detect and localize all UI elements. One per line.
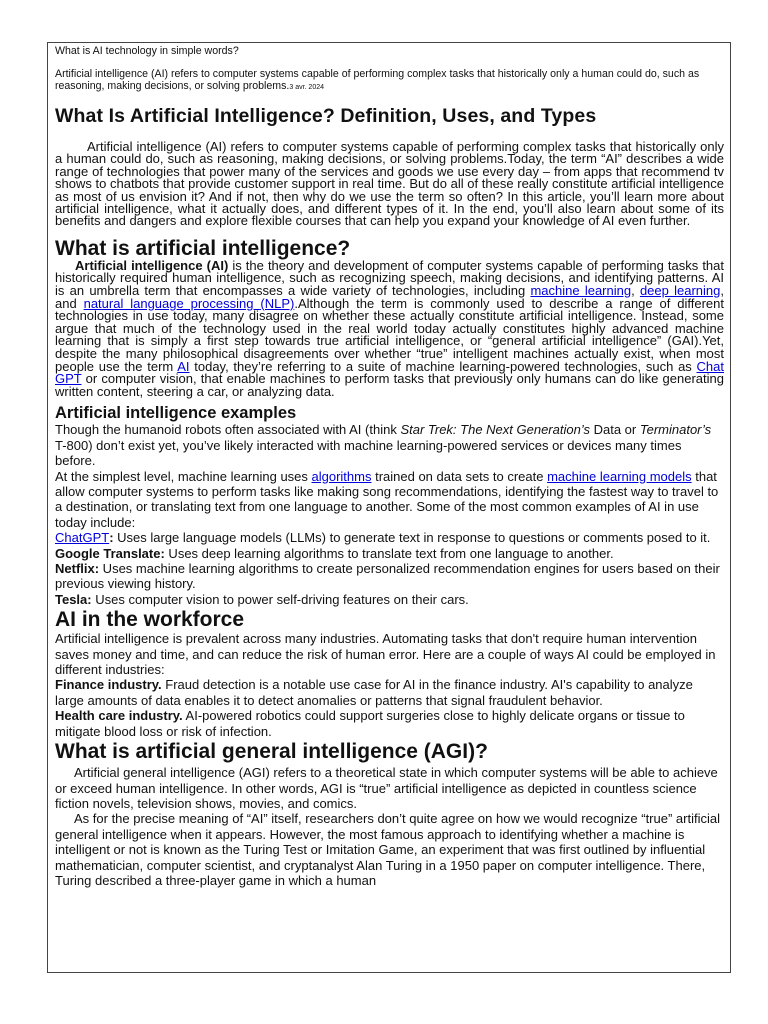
document-page xyxy=(47,42,731,973)
link-algorithms[interactable]: algorithms xyxy=(311,468,372,484)
examples-paragraph-2: At the simplest level, machine learning uses algorithms trained on data sets to create machine learning models that allow computer systems to perform tasks like making song recommendations, identifying the fastest way to travel to a destination, or translating text from one language to another. Some of the most common examples of AI in use today include: xyxy=(55,468,719,530)
workforce-health-care: Health care industry. AI-powered robotics could support surgeries close to highly delicate organs or tissue to mitigate blood loss or risk of infection. xyxy=(55,708,685,739)
heading-ai-examples: Artificial intelligence examples xyxy=(55,404,297,423)
link-machine-learning-models[interactable]: machine learning models xyxy=(547,468,692,484)
heading-what-is-ai: What is artificial intelligence? xyxy=(55,236,351,260)
link-chat-gpt[interactable]: Chat GPT xyxy=(55,358,724,387)
examples-paragraph-1: Though the humanoid robots often associated with AI (think Star Trek: The Next Generation’s Data or Terminator’s T-800) don’t exist yet, you’ve likely interacted with machine learning-powered services or devices many times before. xyxy=(55,422,712,469)
link-nlp[interactable]: natural language processing (NLP) xyxy=(83,295,295,311)
search-answer: Artificial intelligence (AI) refers to computer systems capable of performing complex tasks that historically only a human could do, such as reasoning, making decisions, or solving problems.3 avr. 2024 xyxy=(55,68,700,92)
intro-paragraph: Artificial intelligence (AI) refers to computer systems capable of performing complex tasks that historically only a human could do, such as reasoning, making decisions, or solving problems.Today, the term “AI” describes a wide range of technologies that power many of the services and goods we use every day – from apps that recommend tv shows to chatbots that provide customer support in real time. But do all of these really constitute artificial intelligence as most of us envision it? And if not, then why do we use the term so often? In this article, you’ll learn more about artificial intelligence, what it actually does, and different types of it. In the end, you’ll also learn about some of its benefits and dangers and explore flexible courses that can help you expand your knowledge of AI even further. xyxy=(55,139,724,229)
workforce-finance: Finance industry. Fraud detection is a notable use case for AI in the finance industry. AI's capability to analyze large amounts of data enables it to detect anomalies or patterns that signal fraudulent behavior. xyxy=(55,677,693,708)
example-netflix: Netflix: Uses machine learning algorithms to create personalized recommendation engines for users based on their previous viewing history. xyxy=(55,561,720,592)
link-ai[interactable]: AI xyxy=(177,358,190,374)
example-tesla: Tesla: Uses computer vision to power self-driving features on their cars. xyxy=(55,591,469,607)
heading-agi: What is artificial general intelligence (AGI)? xyxy=(55,740,488,764)
example-chatgpt: ChatGPT: Uses large language models (LLMs) to generate text in response to questions or comments posed to it. xyxy=(55,530,711,546)
workforce-paragraph: Artificial intelligence is prevalent across many industries. Automating tasks that don't require human intervention saves money and time, and can reduce the risk of human error. Here are a couple of ways AI could be employed in different industries: xyxy=(55,631,716,678)
search-question: What is AI technology in simple words? xyxy=(55,45,239,57)
link-chatgpt[interactable]: ChatGPT xyxy=(55,530,110,546)
agi-paragraph-2: As for the precise meaning of “AI” itself, researchers don’t quite agree on how we would recognize “true” artificial general intelligence when it appears. However, the most famous approach to identifying whether a machine is intelligent or not is known as the Turing Test or Imitation Game, an experiment that was first outlined by influential mathematician, computer scientist, and cryptanalyst Alan Turing in a 1950 paper on computer intelligence. There, Turing described a three-player game in which a human xyxy=(55,811,720,888)
what-is-ai-paragraph: Artificial intelligence (AI) is the theory and development of computer systems capable of performing tasks that historically required human intelligence, such as recognizing speech, making decisions, and identifying patterns. AI is an umbrella term that encompasses a wide variety of technologies, including machine learning, deep learning, and natural language processing (NLP).Although the term is commonly used to describe a range of different technologies in use today, many disagree on whether these actually constitute artificial intelligence. Instead, some argue that much of the technology used in the real world today actually constitutes highly advanced machine learning that is simply a first step towards true artificial intelligence, or “general artificial intelligence” (GAI).Yet, despite the many philosophical disagreements over whether “true” intelligent machines actually exist, when most people use the term AI today, they’re referring to a suite of machine learning-powered technologies, such as Chat GPT or computer vision, that enable machines to perform tasks that previously only humans can do like generating written content, steering a car, or analyzing data. xyxy=(55,257,725,399)
answer-date: 3 avr. 2024 xyxy=(289,84,324,91)
heading-ai-workforce: AI in the workforce xyxy=(55,608,245,632)
link-deep-learning[interactable]: deep learning xyxy=(639,283,721,299)
agi-paragraph-1: Artificial general intelligence (AGI) refers to a theoretical state in which computer systems will be able to achieve or exceed human intelligence. In other words, AGI is “true” artificial intelligence as depicted in countless science fiction novels, television shows, movies, and comics. xyxy=(55,765,718,811)
example-google-translate: Google Translate: Uses deep learning algorithms to translate text from one language to another. xyxy=(55,545,614,561)
article-title: What Is Artificial Intelligence? Definition, Uses, and Types xyxy=(55,105,597,127)
link-machine-learning[interactable]: machine learning xyxy=(530,283,632,299)
